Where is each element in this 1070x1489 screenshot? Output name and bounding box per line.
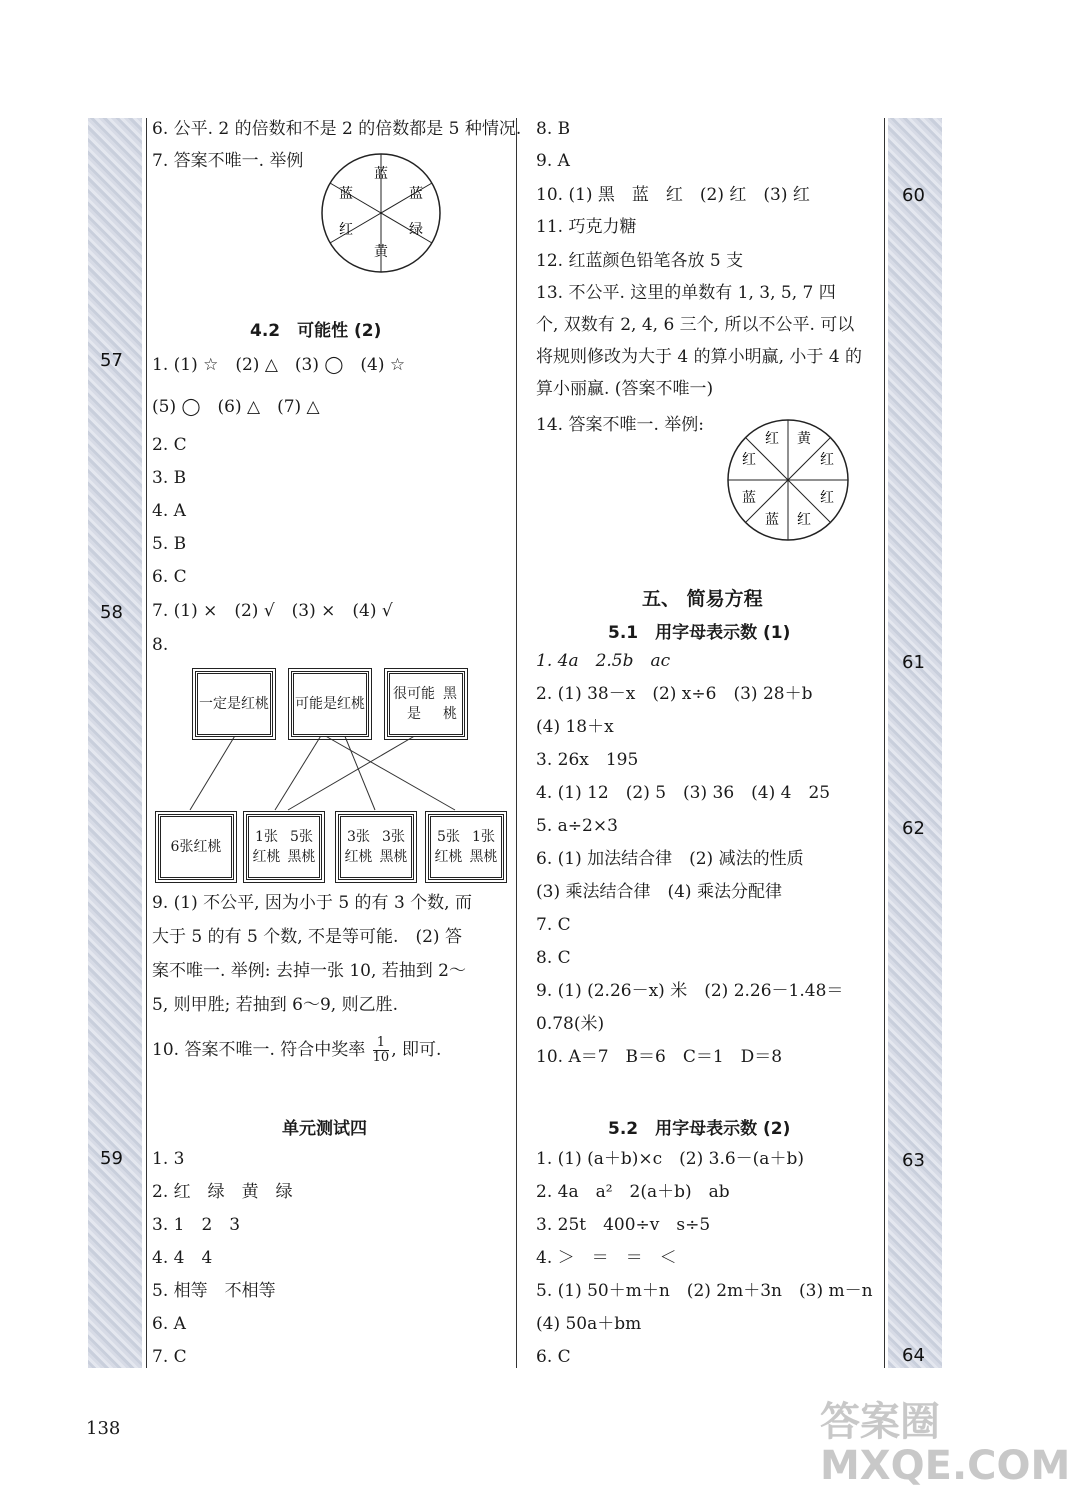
s52-answer-1: 1. (1) (a＋b)×c (2) 3.6－(a＋b) bbox=[536, 1149, 804, 1169]
r-answer-14: 14. 答案不唯一. 举例: bbox=[536, 415, 704, 435]
unit-answer-2: 2. 红 绿 黄 绿 bbox=[152, 1182, 293, 1202]
page-number: 138 bbox=[86, 1418, 121, 1439]
wheel1-sector-1: 蓝 bbox=[374, 166, 388, 182]
margin-page-57: 57 bbox=[100, 350, 123, 371]
wheel1-sector-6: 蓝 bbox=[339, 186, 353, 202]
s51-answer-7: 7. C bbox=[536, 915, 571, 935]
left-rule bbox=[146, 118, 147, 1368]
wheel2-sector-6: 蓝 bbox=[742, 490, 756, 506]
answer-5: 5. B bbox=[152, 534, 187, 554]
s51-answer-10: 10. A＝7 B＝6 C＝1 D＝8 bbox=[536, 1047, 783, 1067]
margin-page-60: 60 bbox=[902, 185, 925, 206]
fraction: $\frac{1}{10}$ bbox=[372, 1035, 390, 1065]
answer-9b: 大于 5 的有 5 个数, 不是等可能. (2) 答 bbox=[152, 927, 462, 947]
chapter-5-title: 五、 简易方程 bbox=[642, 588, 763, 610]
s51-answer-9: 9. (1) (2.26－x) 米 (2) 2.26－1.48＝ bbox=[536, 981, 844, 1001]
answer-6: 6. 公平. 2 的倍数和不是 2 的倍数都是 5 种情况. bbox=[152, 119, 522, 139]
wheel2-sector-5: 蓝 bbox=[765, 512, 779, 528]
unit-answer-5: 5. 相等 不相等 bbox=[152, 1281, 276, 1301]
wheel2-sector-2: 红 bbox=[820, 452, 834, 468]
r-answer-13b: 个, 双数有 2, 4, 6 三个, 所以不公平. 可以 bbox=[536, 315, 855, 335]
s51-answer-1: 1. 4a 2.5b ac bbox=[536, 651, 671, 671]
bottom-box-4: 5张红桃 1张黑桃 bbox=[428, 814, 504, 880]
wheel1-sector-3: 绿 bbox=[409, 222, 423, 238]
wheel2-sector-3: 红 bbox=[820, 490, 834, 506]
margin-page-61: 61 bbox=[902, 652, 925, 673]
center-rule bbox=[516, 118, 517, 1368]
answer-9a: 9. (1) 不公平, 因为小于 5 的有 3 个数, 而 bbox=[152, 893, 472, 913]
s51-answer-5: 5. a÷2×3 bbox=[536, 816, 618, 836]
s52-answer-4: 4. ＞ ＝ ＝ ＜ bbox=[536, 1248, 677, 1268]
s51-answer-6b: (3) 乘法结合律 (4) 乘法分配律 bbox=[536, 882, 782, 902]
unit-answer-4: 4. 4 4 bbox=[152, 1248, 213, 1268]
answer-2: 2. C bbox=[152, 435, 187, 455]
r-answer-13a: 13. 不公平. 这里的单数有 1, 3, 5, 7 四 bbox=[536, 283, 836, 303]
margin-page-63: 63 bbox=[902, 1150, 925, 1171]
answer-4: 4. A bbox=[152, 501, 186, 521]
s52-answer-3: 3. 25t 400÷v s÷5 bbox=[536, 1215, 711, 1235]
unit-answer-1: 1. 3 bbox=[152, 1149, 185, 1169]
margin-page-64: 64 bbox=[902, 1345, 925, 1366]
wheel1-sector-5: 红 bbox=[339, 222, 353, 238]
s51-answer-6: 6. (1) 加法结合律 (2) 减法的性质 bbox=[536, 849, 804, 869]
r-answer-11: 11. 巧克力糖 bbox=[536, 217, 637, 237]
answer-7b: 7. (1) × (2) √ (3) × (4) √ bbox=[152, 601, 393, 621]
unit-answer-3: 3. 1 2 3 bbox=[152, 1215, 241, 1235]
wheel2-sector-8: 红 bbox=[765, 431, 779, 447]
r-answer-13d: 算小丽赢. (答案不唯一) bbox=[536, 379, 714, 399]
s51-answer-2b: (4) 18＋x bbox=[536, 717, 614, 737]
wheel1-sector-2: 蓝 bbox=[409, 186, 423, 202]
r-answer-13c: 将规则修改为大于 4 的算小明赢, 小于 4 的 bbox=[536, 347, 863, 367]
r-answer-12: 12. 红蓝颜色铅笔各放 5 支 bbox=[536, 251, 744, 271]
watermark-logo bbox=[820, 1399, 1070, 1489]
r-answer-8: 8. B bbox=[536, 119, 571, 139]
s51-answer-9b: 0.78(米) bbox=[536, 1014, 605, 1034]
wheel2-sector-4: 红 bbox=[797, 512, 811, 528]
wheel1-sector-4: 黄 bbox=[374, 244, 388, 260]
s51-answer-3: 3. 26x 195 bbox=[536, 750, 639, 770]
margin-page-62: 62 bbox=[902, 818, 925, 839]
section-4-2-title: 4.2 可能性 (2) bbox=[250, 321, 382, 341]
margin-page-59: 59 bbox=[100, 1148, 123, 1169]
right-rule bbox=[884, 118, 885, 1368]
r-answer-9: 9. A bbox=[536, 151, 570, 171]
color-wheel-8 bbox=[726, 418, 850, 542]
watermark-text: 答案圈 MXQE.COM bbox=[820, 1399, 1070, 1489]
answer-1a: 1. (1) ☆ (2) △ (3) ◯ (4) ☆ bbox=[152, 355, 406, 375]
s51-answer-2: 2. (1) 38－x (2) x÷6 (3) 28＋b bbox=[536, 684, 813, 704]
unit-answer-7: 7. C bbox=[152, 1347, 187, 1367]
s51-answer-4: 4. (1) 12 (2) 5 (3) 36 (4) 4 25 bbox=[536, 783, 831, 803]
color-wheel-6 bbox=[320, 152, 442, 274]
wheel2-sector-7: 红 bbox=[742, 452, 756, 468]
section-5-1-title: 5.1 用字母表示数 (1) bbox=[608, 623, 791, 643]
right-margin-strip bbox=[888, 118, 942, 1368]
s52-answer-5: 5. (1) 50＋m＋n (2) 2m＋3n (3) m－n bbox=[536, 1281, 873, 1301]
unit-test-4-title: 单元测试四 bbox=[282, 1119, 367, 1139]
bottom-box-2: 1张红桃 5张黑桃 bbox=[246, 814, 322, 880]
s52-answer-5b: (4) 50a＋bm bbox=[536, 1314, 642, 1334]
answer-9d: 5, 则甲胜; 若抽到 6～9, 则乙胜. bbox=[152, 995, 399, 1015]
section-5-2-title: 5.2 用字母表示数 (2) bbox=[608, 1119, 791, 1139]
answer-1b: (5) ◯ (6) △ (7) △ bbox=[152, 397, 320, 417]
s52-answer-2: 2. 4a a² 2(a＋b) ab bbox=[536, 1182, 730, 1202]
left-margin-strip bbox=[88, 118, 142, 1368]
answer-10: 10. 答案不唯一. 符合中奖率 $\frac{1}{10}$ , 即可. bbox=[152, 1035, 442, 1065]
s52-answer-6: 6. C bbox=[536, 1347, 571, 1367]
top-box-1: 一定是 红桃 bbox=[195, 671, 273, 737]
bottom-box-3: 3张红桃 3张黑桃 bbox=[338, 814, 414, 880]
answer-6b: 6. C bbox=[152, 567, 187, 587]
unit-answer-6: 6. A bbox=[152, 1314, 186, 1334]
s51-answer-8: 8. C bbox=[536, 948, 571, 968]
top-box-2: 可能是 红桃 bbox=[291, 671, 369, 737]
answer-8: 8. bbox=[152, 635, 169, 655]
r-answer-10: 10. (1) 黑 蓝 红 (2) 红 (3) 红 bbox=[536, 185, 810, 205]
margin-page-58: 58 bbox=[100, 602, 123, 623]
answer-3: 3. B bbox=[152, 468, 187, 488]
answer-9c: 案不唯一. 举例: 去掉一张 10, 若抽到 2～ bbox=[152, 961, 467, 981]
top-box-3: 很可能是 黑桃 bbox=[387, 671, 465, 737]
answer-7: 7. 答案不唯一. 举例 bbox=[152, 151, 304, 171]
wheel2-sector-1: 黄 bbox=[797, 431, 811, 447]
bottom-box-1: 6张红桃 bbox=[158, 814, 234, 880]
